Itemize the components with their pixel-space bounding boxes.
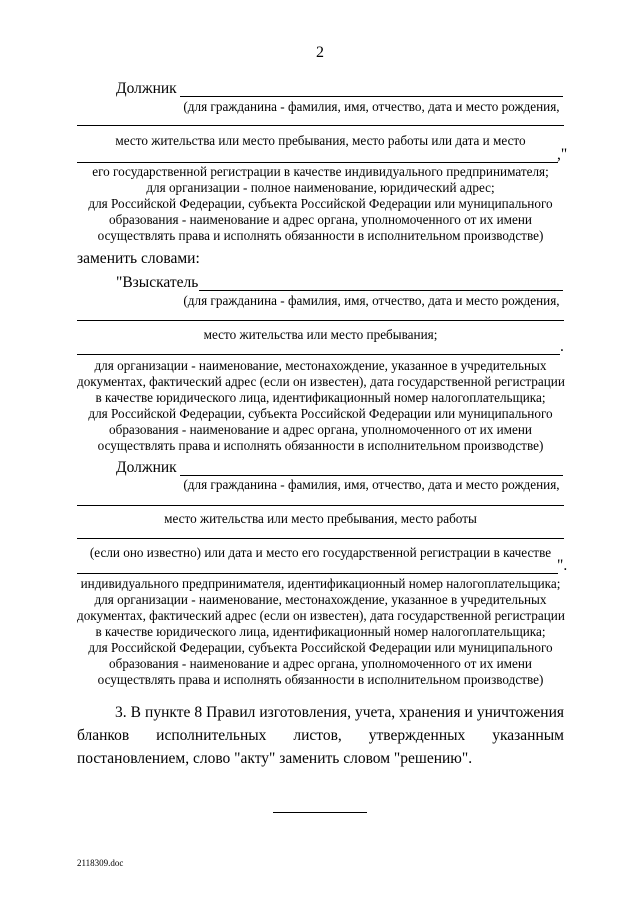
debtor-fill-line-3 [77,162,558,163]
debtor2-label: Должник [116,459,177,476]
creditor-caption-3-line: для организации - наименование, местонахождение, указанное в учредительных [94,358,547,373]
creditor-caption-3-line: осуществлять права и исполнять обязанности в исполнительном производстве) [97,438,544,453]
debtor-caption-3-line: осуществлять права и исполнять обязанности в исполнительном производстве) [97,228,544,243]
paragraph-3-line: 3. В пункте 8 Правил изготовления, учета, хранения и уничтожения [115,704,564,721]
creditor-caption-3-line: образования - наименование и адрес органа, уполномоченного от их имени [109,422,532,437]
debtor2-fill-line-2 [77,505,564,506]
debtor-caption-3-line: его государственной регистрации в качестве индивидуального предпринимателя; [92,164,549,179]
debtor2-fill-line [180,475,563,476]
paragraph-3 [77,701,564,770]
debtor2-caption-4-line: осуществлять права и исполнять обязанности в исполнительном производстве) [97,672,544,687]
debtor-caption-3-line: образования - наименование и адрес органа, уполномоченного от их имени [109,212,532,227]
footer-filename: 2118309.doc [77,858,124,868]
debtor-caption-3-line: для организации - полное наименование, юридический адрес; [146,180,495,195]
creditor-label: "Взыскатель [116,274,199,291]
creditor-caption-2: место жительства или место пребывания; [203,327,438,342]
debtor2-caption-4-line: образования - наименование и адрес органа, уполномоченного от их имени [109,656,532,671]
debtor-caption-1: (для гражданина - фамилия, имя, отчество, дата и место рождения, [183,99,560,114]
debtor2-fill-line-4 [77,573,558,574]
debtor-fill-line [180,96,563,97]
debtor2-caption-4-line: в качестве юридического лица, идентификационный номер налогоплательщика; [95,624,546,639]
paragraph-3-last-line: постановлением, слово "акту" заменить словом "решению". [77,750,473,767]
replace-with-text: заменить словами: [77,250,200,267]
paragraph-3-line: бланков исполнительных листов, утвержденных указанным [77,727,564,744]
creditor-caption-3-line: для Российской Федерации, субъекта Российской Федерации или муниципального [88,406,553,421]
creditor-caption-3-line: документах, фактический адрес (если он известен), дата государственной регистрации [77,374,565,389]
debtor2-caption-4-line: индивидуального предпринимателя, идентификационный номер налогоплательщика; [80,576,561,591]
debtor-caption-2: место жительства или место пребывания, место работы или дата и место [115,133,526,148]
debtor2-caption-1: (для гражданина - фамилия, имя, отчество, дата и место рождения, [183,477,560,492]
debtor-label: Должник [116,80,177,97]
debtor2-fill-line-3 [77,538,564,539]
debtor2-caption-4-line: документах, фактический адрес (если он известен), дата государственной регистрации [77,608,565,623]
creditor-closing-period: . [560,338,564,355]
debtor-fill-line-2 [77,125,564,126]
debtor2-caption-4-line: для организации - наименование, местонахождение, указанное в учредительных [94,592,547,607]
separator-line [273,812,367,813]
debtor2-closing-quote: ". [557,557,568,574]
creditor-fill-line-3 [77,354,560,355]
creditor-caption-3-line: в качестве юридического лица, идентификационный номер налогоплательщика; [95,390,546,405]
creditor-caption-1: (для гражданина - фамилия, имя, отчество, дата и место рождения, [183,293,560,308]
creditor-fill-line-2 [77,320,564,321]
debtor2-caption-2: место жительства или место пребывания, место работы [164,511,477,526]
debtor-closing-quote: ," [557,146,568,163]
debtor2-caption-4-line: для Российской Федерации, субъекта Российской Федерации или муниципального [88,640,553,655]
debtor-caption-3-line: для Российской Федерации, субъекта Российской Федерации или муниципального [88,196,553,211]
debtor2-caption-3: (если оно известно) или дата и место его государственной регистрации в качестве [89,545,552,560]
page-number: 2 [316,44,324,61]
creditor-fill-line [199,290,563,291]
